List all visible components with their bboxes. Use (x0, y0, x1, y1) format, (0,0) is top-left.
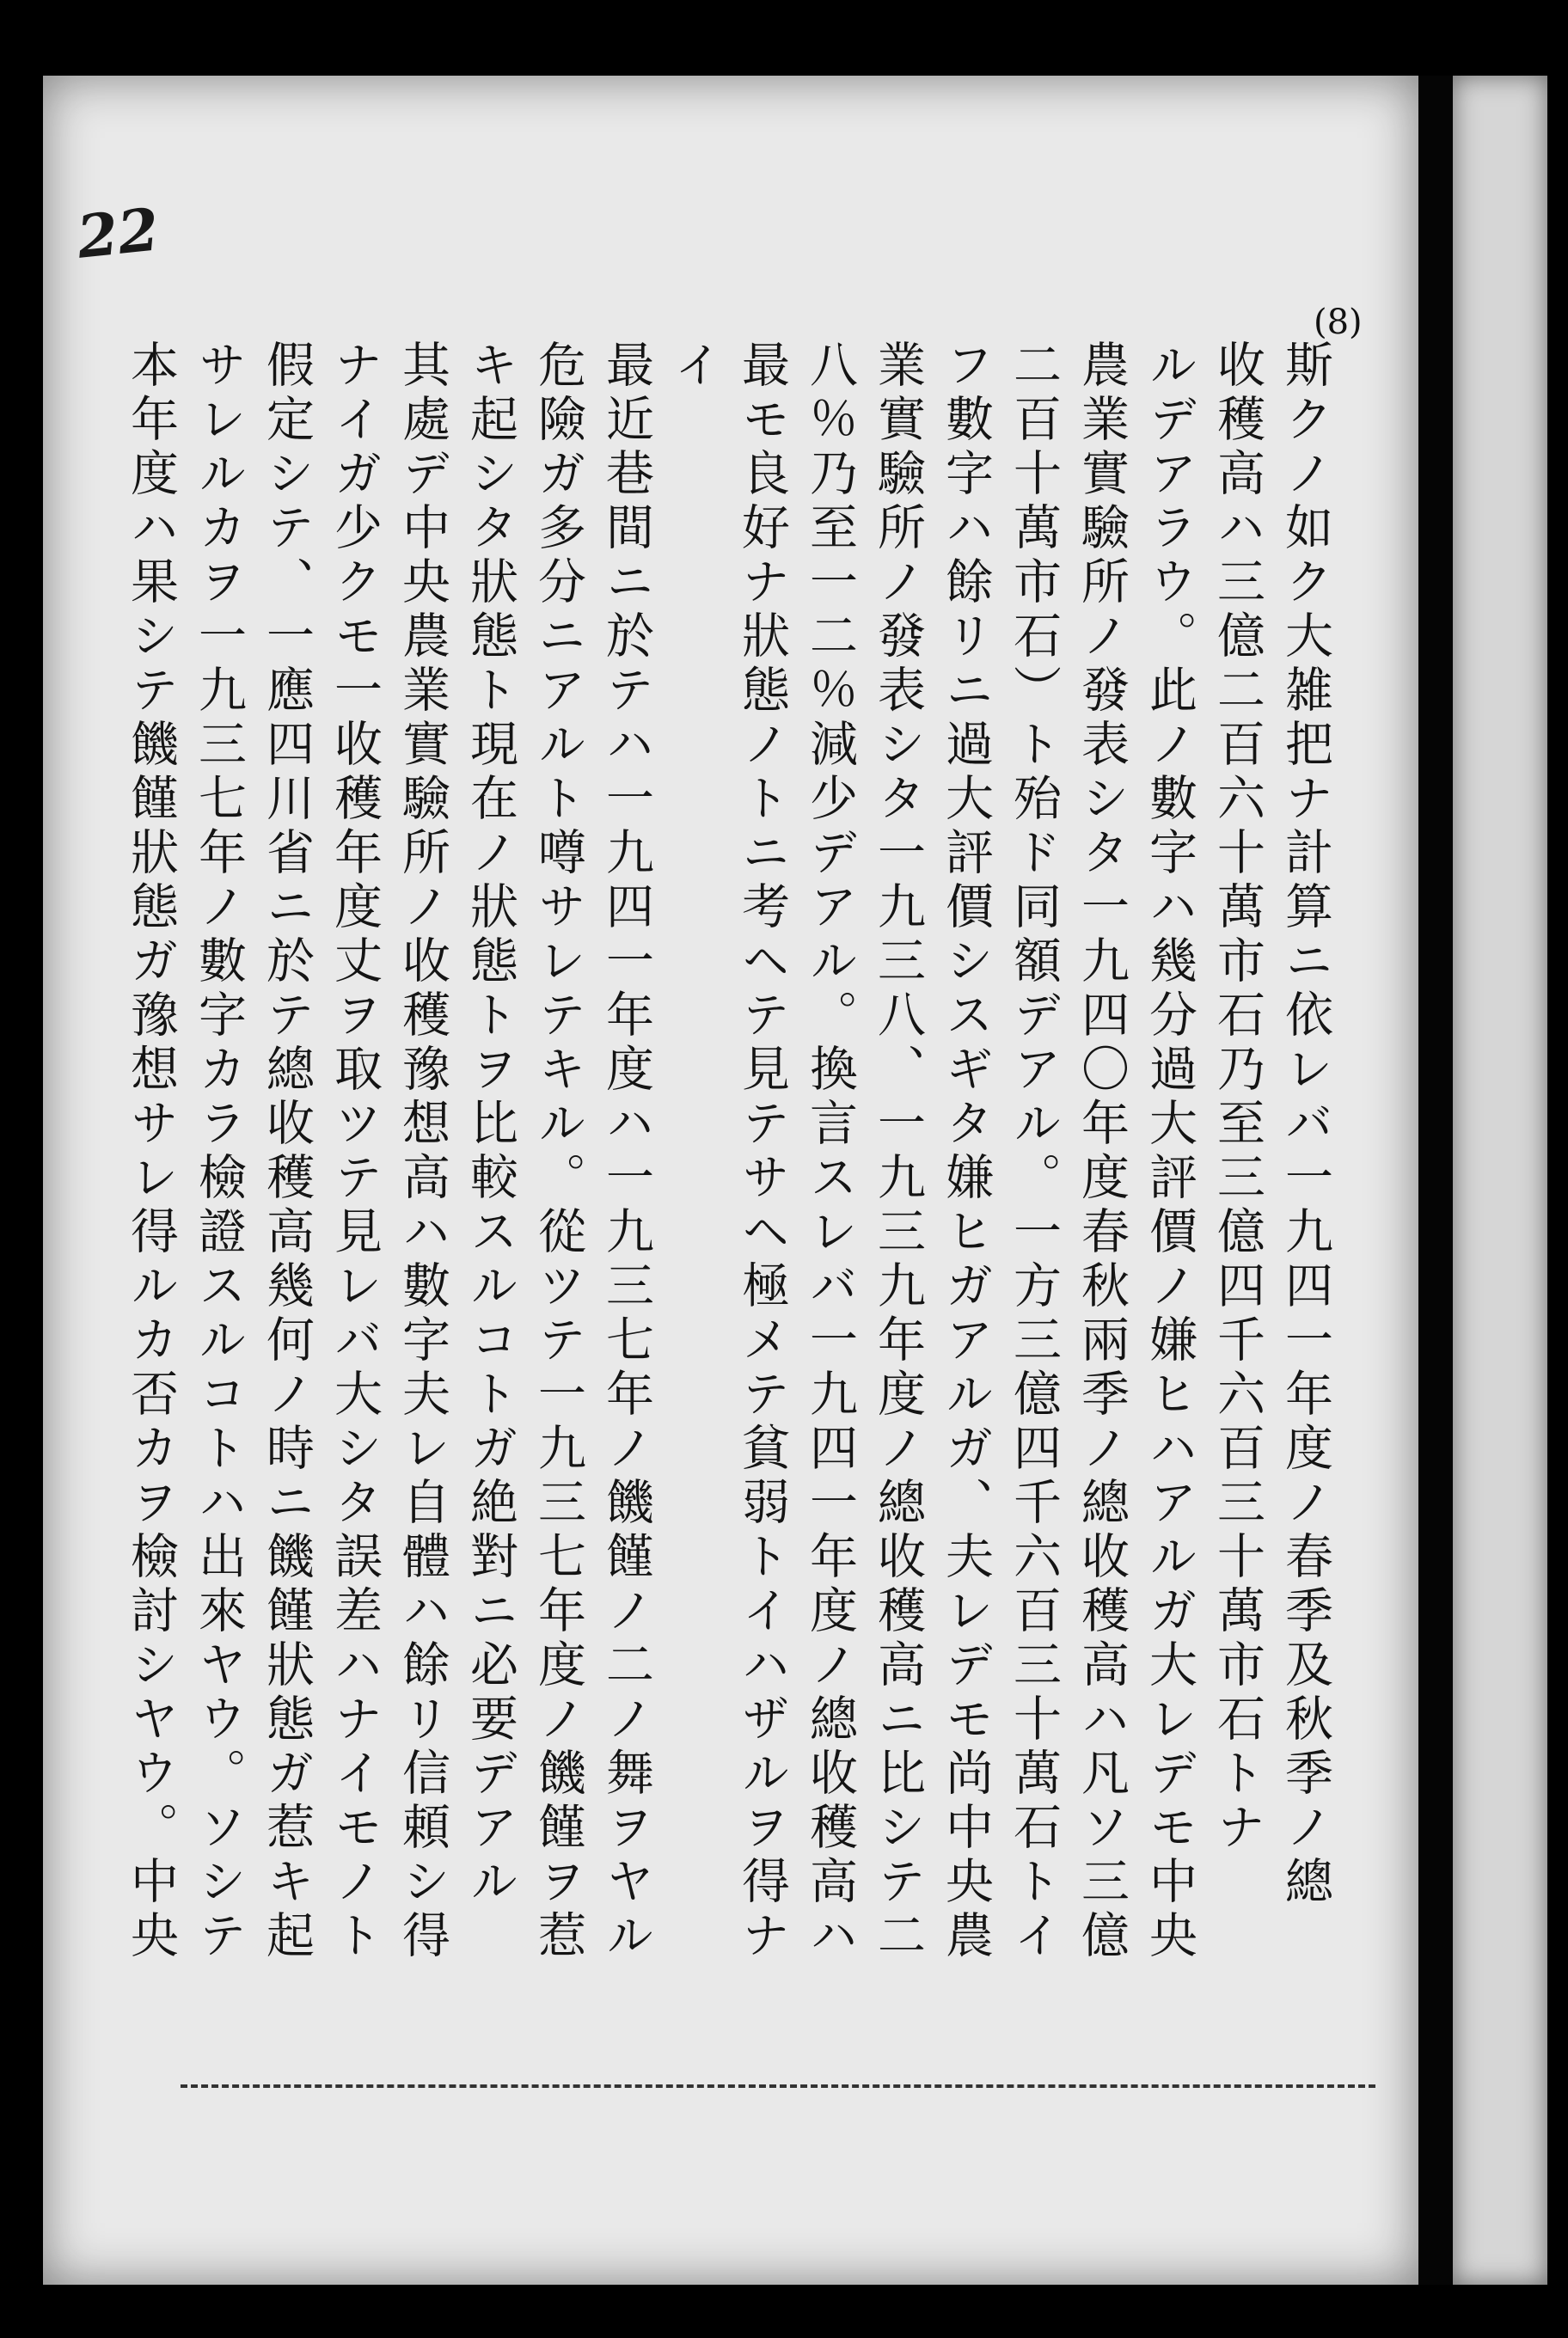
text-column: キ起シタ狀態ト現在ノ狀態トヲ比較スルコトガ絶對ニ必要デアル (462, 340, 518, 1910)
text-column: 本年度ハ果シテ饑饉狀態ガ豫想サレ得ルカ否カヲ檢討シヤウ。中央 (123, 340, 179, 1964)
text-column: 收穫高ハ三億二百六十萬市石乃至三億四千六百三十萬市石トナ (1210, 340, 1265, 1856)
vertical-text-body (123, 340, 1339, 2016)
text-column: 其處デ中央農業實驗所ノ收穫豫想高ハ數字夫レ自體ハ餘リ信頼シ得 (395, 340, 450, 1964)
text-column: 假定シテ、一應四川省ニ於テ總收穫高幾何ノ時ニ饑饉狀態ガ惹キ起 (259, 340, 315, 1964)
text-column: 最モ良好ナ狀態ノトニ考ヘテ見テサヘ極メテ貧弱トイハザルヲ得ナ (734, 340, 790, 1964)
text-column: 斯クノ如ク大雑把ナ計算ニ依レバ一九四一年度ノ春季及秋季ノ總 (1277, 340, 1333, 1910)
text-column: サレルカヲ一九三七年ノ數字カラ檢證スルコトハ出來ヤウ。ソシテ (191, 340, 247, 1964)
text-column: 八％乃至一二％減少デアル。換言スレバ一九四一年度ノ總收穫高ハ (802, 340, 858, 1964)
text-column: ナイガ少クモ一收穫年度丈ヲ取ツテ見レバ大シタ誤差ハナイモノト (327, 340, 383, 1964)
text-column: 業實驗所ノ發表シタ一九三八、一九三九年度ノ總收穫高ニ比シテ二 (870, 340, 926, 1964)
handwritten-page-number: 22 (74, 195, 162, 272)
text-column: 最近巷間ニ於テハ一九四一年度ハ一九三七年ノ饑饉ノ二ノ舞ヲヤル (598, 340, 654, 1964)
text-column: 二百十萬市石）ト殆ド同額デアル。一方三億四千六百三十萬石トイ (1006, 340, 1062, 1964)
text-column: ルデアラウ。此ノ數字ハ幾分過大評價ノ嫌ヒハアルガ大レデモ中央 (1142, 340, 1197, 1964)
text-column: 危險ガ多分ニアルト噂サレテキル。從ツテ一九三七年度ノ饑饉ヲ惹 (530, 340, 586, 1964)
text-column: フ數字ハ餘リニ過大評價シスギタ嫌ヒガアルガ、夫レデモ尚中央農 (938, 340, 994, 1964)
book-spine-shadow (1418, 76, 1453, 2285)
adjacent-page-edge (1453, 76, 1547, 2285)
bottom-rule (181, 2084, 1375, 2091)
printed-page-number: (8) (1314, 303, 1363, 342)
text-column: イ (666, 340, 722, 394)
text-column: 農業實驗所ノ發表シタ一九四〇年度春秋兩季ノ總收穫高ハ凡ソ三億 (1074, 340, 1130, 1964)
